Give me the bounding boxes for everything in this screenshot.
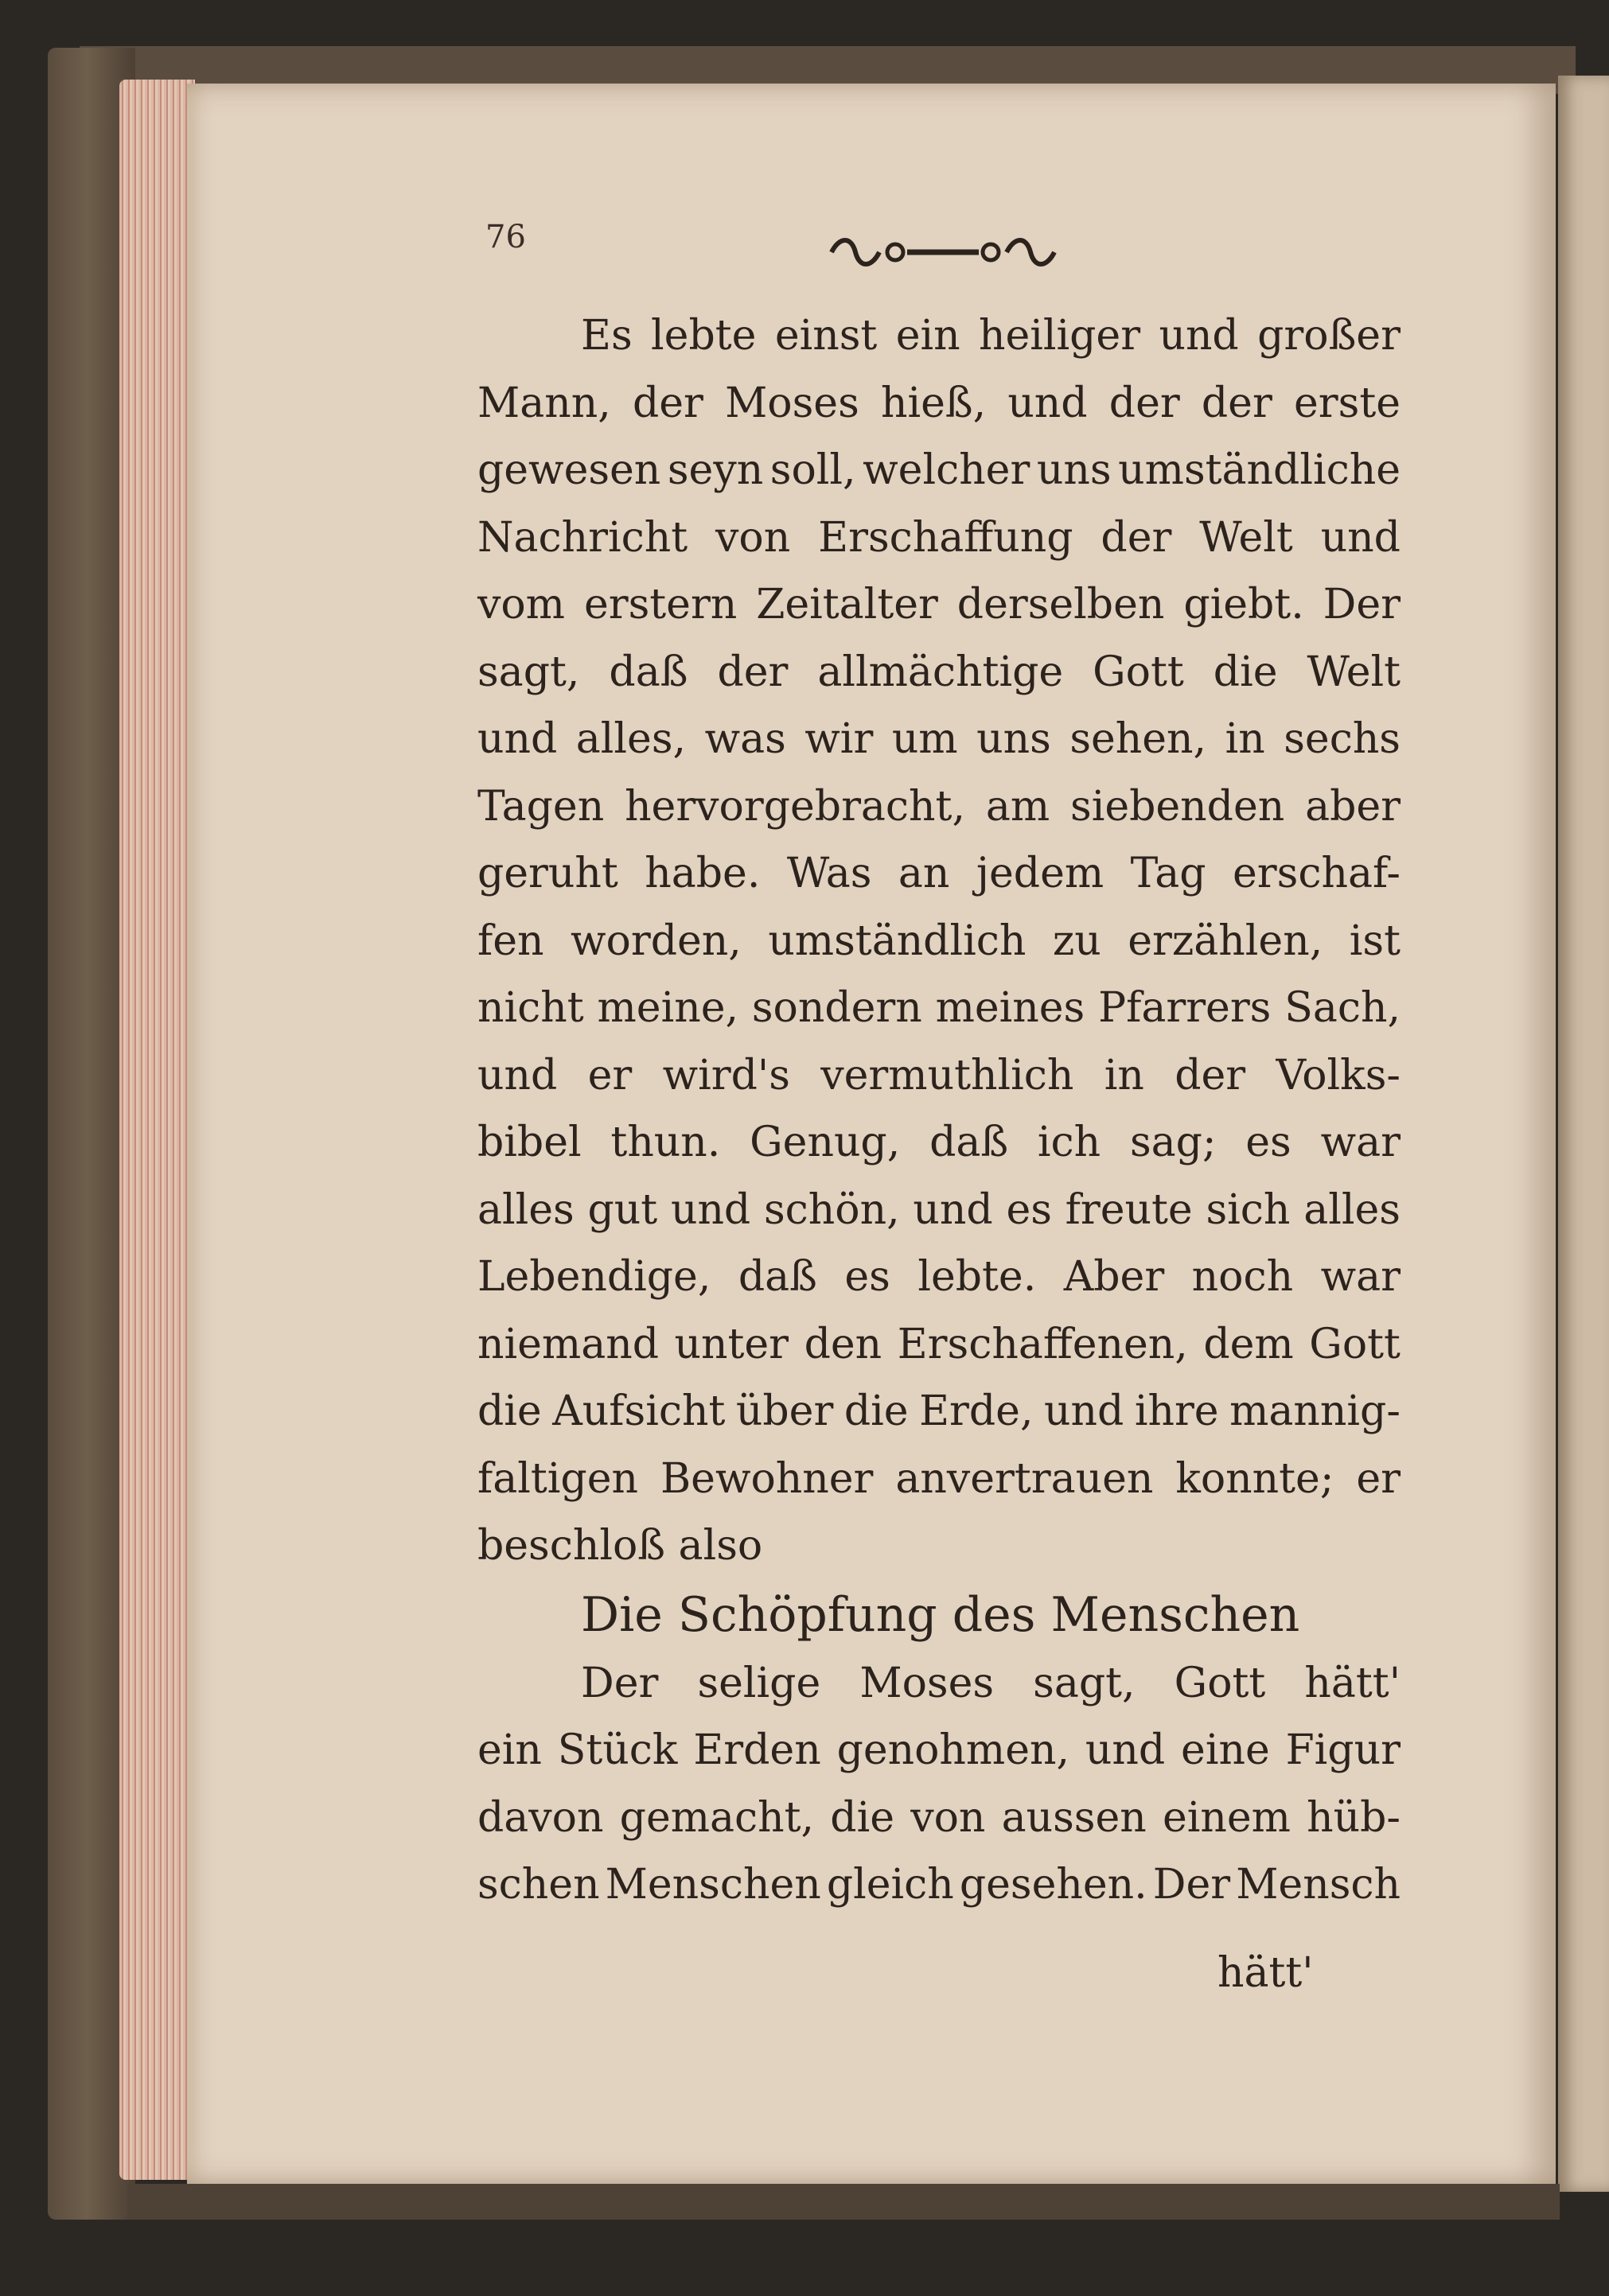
- word: dem: [1203, 1320, 1294, 1368]
- word: Der: [581, 1659, 659, 1707]
- word: was: [704, 715, 786, 763]
- word: eine: [1181, 1726, 1270, 1774]
- word: der: [1201, 379, 1272, 427]
- word: die: [830, 1793, 894, 1842]
- word: umständlich: [768, 916, 1027, 965]
- word: und: [1320, 513, 1401, 562]
- word: Menschen: [605, 1861, 821, 1909]
- word: worden,: [571, 916, 742, 965]
- word: schen: [477, 1861, 600, 1909]
- word: es: [1006, 1185, 1052, 1234]
- word: uns: [976, 715, 1051, 763]
- word: daß: [929, 1119, 1009, 1166]
- word: gut: [587, 1185, 658, 1234]
- word: und: [1159, 312, 1239, 360]
- word: war: [1320, 1119, 1401, 1166]
- word: Gott: [1174, 1659, 1266, 1707]
- word: er: [1356, 1454, 1401, 1503]
- word: der: [1175, 1051, 1246, 1099]
- word: Tag: [1130, 850, 1206, 897]
- word: und: [477, 715, 558, 763]
- word: ein: [477, 1726, 542, 1774]
- word: hätt': [1304, 1659, 1401, 1707]
- word: Sach,: [1284, 984, 1401, 1032]
- word: alles,: [575, 715, 687, 763]
- word: erschaf-: [1233, 850, 1401, 897]
- word: heiliger: [978, 312, 1141, 360]
- word: die: [477, 1387, 542, 1435]
- word: von: [910, 1793, 986, 1842]
- word: derselben: [956, 581, 1165, 628]
- word: er: [587, 1051, 633, 1099]
- word: jedem: [976, 850, 1104, 897]
- word: habe.: [645, 850, 761, 897]
- word: gemacht,: [619, 1793, 815, 1842]
- body-text: [477, 302, 1401, 1919]
- text-line: [477, 1717, 1401, 1784]
- word: giebt.: [1183, 581, 1304, 628]
- word: sechs: [1284, 715, 1401, 763]
- word: sagt,: [1033, 1659, 1136, 1707]
- word: hieß,: [880, 379, 987, 427]
- word: aber: [1305, 782, 1401, 831]
- word: und: [1085, 1726, 1166, 1774]
- word: zu: [1052, 916, 1101, 965]
- word: Erden: [693, 1726, 821, 1774]
- word: welcher: [863, 446, 1030, 494]
- word: den: [804, 1320, 882, 1368]
- word: Lebendige,: [477, 1253, 711, 1301]
- word: niemand: [477, 1320, 659, 1368]
- page-edges: [119, 80, 195, 2180]
- word: war: [1320, 1253, 1401, 1301]
- word: von: [715, 513, 791, 562]
- word: Bewohner: [660, 1454, 874, 1503]
- word: gesehen.: [959, 1861, 1147, 1909]
- word: vermuthlich: [820, 1051, 1074, 1099]
- word: aussen: [1001, 1793, 1147, 1842]
- word: Erschaffenen,: [897, 1320, 1188, 1368]
- word: in: [1225, 715, 1265, 763]
- word: Figur: [1285, 1726, 1401, 1774]
- word: Nachricht: [477, 513, 688, 562]
- word: Mann,: [477, 379, 611, 427]
- word: erste: [1294, 379, 1401, 427]
- text-line: [477, 437, 1401, 504]
- word: fen: [477, 916, 544, 965]
- word: um: [891, 715, 958, 763]
- text-line: [477, 370, 1401, 438]
- word: erzählen,: [1128, 916, 1323, 965]
- text-line: [477, 773, 1401, 841]
- word: meines: [935, 984, 1085, 1032]
- text-line: [477, 1177, 1401, 1244]
- word: es: [844, 1253, 890, 1301]
- word: Aufsicht: [552, 1387, 726, 1435]
- page-number: 76: [485, 219, 526, 255]
- word: in: [1104, 1051, 1144, 1099]
- word: daß: [609, 648, 688, 696]
- word: seyn: [667, 446, 764, 494]
- word: über: [735, 1387, 834, 1435]
- word: gewesen: [477, 446, 661, 494]
- word: einem: [1162, 1793, 1291, 1842]
- word: vom: [477, 581, 565, 628]
- word: unter: [674, 1320, 789, 1368]
- word: Gott: [1309, 1320, 1401, 1368]
- word: davon: [477, 1793, 604, 1842]
- word: Pfarrers: [1098, 984, 1272, 1032]
- word: der: [717, 648, 789, 696]
- word: umständliche: [1118, 446, 1401, 494]
- word: allmächtige: [817, 648, 1064, 696]
- text-line: [477, 975, 1401, 1042]
- word: ist: [1349, 916, 1401, 965]
- word: Tagen: [477, 782, 605, 831]
- word: Stück: [557, 1726, 678, 1774]
- word: konnte;: [1175, 1454, 1334, 1503]
- word: alles: [477, 1185, 575, 1234]
- word: freute: [1065, 1185, 1193, 1234]
- word: großer: [1257, 312, 1401, 360]
- word: Erde,: [919, 1387, 1034, 1435]
- word: Der: [1152, 1861, 1231, 1909]
- word: ihre: [1134, 1387, 1219, 1435]
- word: alles: [1303, 1185, 1401, 1234]
- word: noch: [1191, 1253, 1294, 1301]
- word: daß: [738, 1253, 817, 1301]
- word: Volks-: [1276, 1051, 1401, 1099]
- word: hüb-: [1307, 1793, 1401, 1842]
- word: einst: [774, 312, 878, 360]
- word: die: [1213, 648, 1278, 696]
- text-line: [477, 639, 1401, 706]
- word: geruht: [477, 850, 618, 897]
- word: ich: [1037, 1119, 1101, 1166]
- text-line: [477, 504, 1401, 572]
- word: am: [985, 782, 1050, 831]
- ornament-icon: [824, 232, 1062, 272]
- word: und: [1044, 1387, 1124, 1435]
- word: schön,: [764, 1185, 900, 1234]
- word: anvertrauen: [895, 1454, 1154, 1503]
- word: sagt,: [477, 648, 580, 696]
- word: selige: [697, 1659, 821, 1707]
- text-line: [477, 1243, 1401, 1311]
- word: hervorgebracht,: [625, 782, 965, 831]
- word: und: [913, 1185, 993, 1234]
- word: Erschaffung: [818, 513, 1073, 562]
- word: und: [670, 1185, 751, 1234]
- word: wir: [804, 715, 874, 763]
- word: nicht: [477, 984, 584, 1032]
- text-line: [477, 1311, 1401, 1379]
- word: soll,: [769, 446, 856, 494]
- text-line: [477, 840, 1401, 908]
- word: faltigen: [477, 1454, 638, 1503]
- word: mannig-: [1229, 1387, 1401, 1435]
- catchword: hätt': [1217, 1949, 1314, 1997]
- text-line: [477, 1851, 1401, 1919]
- word: meine,: [597, 984, 738, 1032]
- word: uns: [1036, 446, 1112, 494]
- word: gleich: [826, 1861, 954, 1909]
- word: wird's: [662, 1051, 790, 1099]
- word: Genug,: [750, 1119, 901, 1166]
- text-line: [477, 571, 1401, 639]
- word: und: [1007, 379, 1088, 427]
- word: Mensch: [1236, 1861, 1401, 1909]
- word: Welt: [1199, 513, 1293, 562]
- word: und: [477, 1051, 558, 1099]
- word: Moses: [859, 1659, 995, 1707]
- text-line: [477, 1109, 1401, 1177]
- text-line: [477, 706, 1401, 773]
- word: Zeitalter: [756, 581, 938, 628]
- word: bibel: [477, 1119, 582, 1166]
- word: ein: [895, 312, 960, 360]
- text-line: [477, 1784, 1401, 1852]
- word: der: [632, 379, 703, 427]
- text-line: [477, 1650, 1401, 1718]
- text-line: [477, 1378, 1401, 1446]
- word: thun.: [610, 1119, 721, 1166]
- word: lebte: [651, 312, 757, 360]
- text-line: [477, 1446, 1401, 1513]
- word: erstern: [583, 581, 738, 628]
- section-heading: Die Schöpfung des Menschen: [581, 1586, 1300, 1643]
- text-line: [477, 1042, 1401, 1110]
- word: lebte.: [917, 1253, 1037, 1301]
- word: Es: [581, 312, 633, 360]
- word: Welt: [1307, 648, 1401, 696]
- text-line: beschloß also: [477, 1522, 763, 1570]
- word: sich: [1206, 1185, 1291, 1234]
- book-bottom-edge: [127, 2184, 1560, 2220]
- word: sag;: [1129, 1119, 1217, 1166]
- text-line: [477, 908, 1401, 975]
- word: Was: [786, 850, 872, 897]
- word: der: [1108, 379, 1180, 427]
- word: siebenden: [1070, 782, 1285, 831]
- word: sehen,: [1069, 715, 1207, 763]
- word: Moses: [725, 379, 859, 427]
- word: Aber: [1063, 1253, 1165, 1301]
- word: Der: [1323, 581, 1401, 628]
- facing-page-edge: [1558, 76, 1609, 2192]
- word: Gott: [1093, 648, 1184, 696]
- word: genohmen,: [836, 1726, 1070, 1774]
- text-line: [477, 302, 1401, 370]
- word: sondern: [751, 984, 922, 1032]
- word: an: [898, 850, 950, 897]
- word: die: [843, 1387, 909, 1435]
- word: es: [1245, 1119, 1291, 1166]
- word: der: [1101, 513, 1172, 562]
